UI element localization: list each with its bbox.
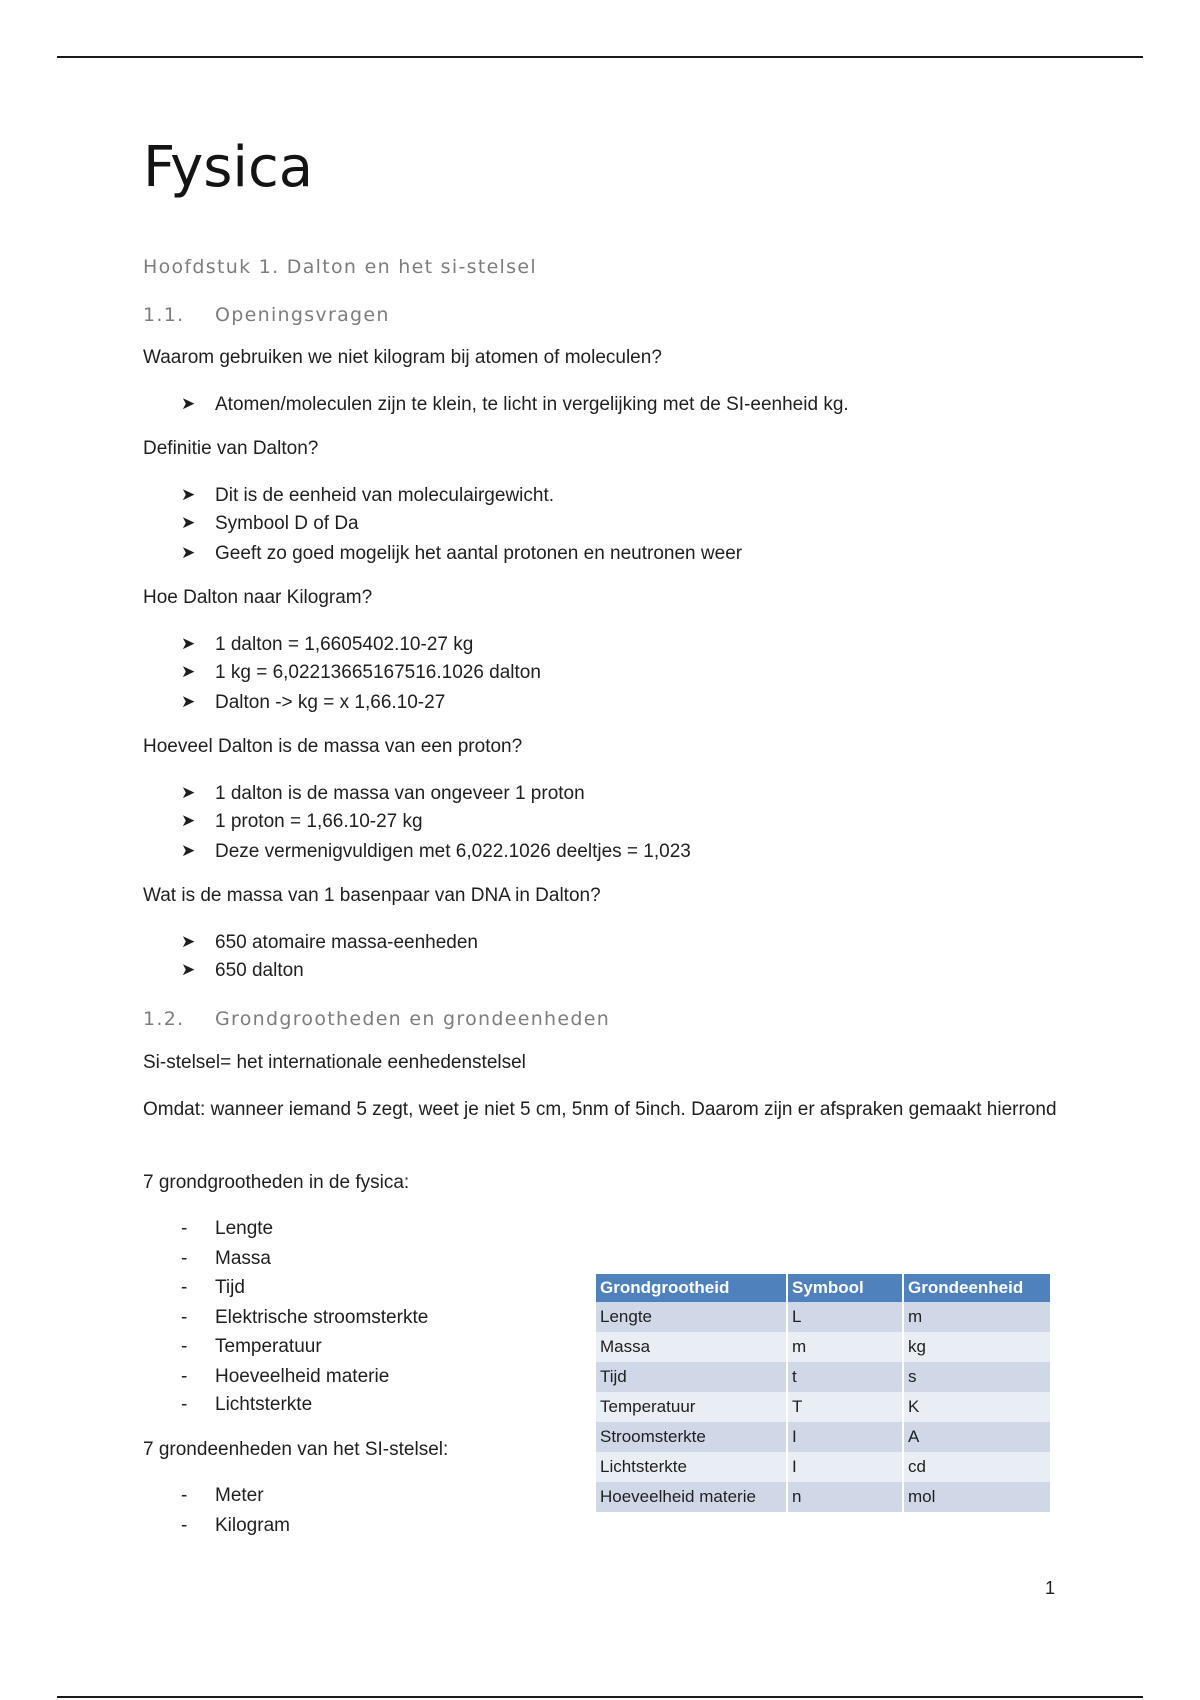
list-item: Dit is de eenheid van moleculairgewicht. [215, 485, 555, 506]
arrow-bullet-icon: ➤ [181, 783, 196, 802]
list-item: Symbool D of Da [215, 513, 359, 534]
table-cell: m [904, 1302, 1050, 1332]
table-header-cell: Grondeenheid [904, 1274, 1050, 1302]
section-number: 1.2. [143, 1008, 185, 1030]
arrow-bullet-icon: ➤ [181, 485, 196, 504]
table-cell: Stroomsterkte [596, 1422, 788, 1452]
arrow-bullet-icon: ➤ [181, 513, 196, 532]
question-1: Waarom gebruiken we niet kilogram bij atomen of moleculen? [143, 347, 662, 368]
page-number: 1 [1045, 1578, 1056, 1598]
header-rule [57, 56, 1143, 58]
list-item: Tijd [215, 1277, 245, 1298]
arrow-bullet-icon: ➤ [181, 692, 196, 711]
document-title: Fysica [143, 135, 314, 200]
list-item: Lichtsterkte [215, 1394, 313, 1415]
section-label: Grondgrootheden en grondeenheden [215, 1008, 611, 1030]
list-item: 1 kg = 6,02213665167516.1026 dalton [215, 662, 541, 683]
arrow-bullet-icon: ➤ [181, 841, 196, 860]
paragraph-grondgrootheden-intro: 7 grondgrootheden in de fysica: [143, 1172, 410, 1193]
arrow-bullet-icon: ➤ [181, 932, 196, 951]
list-item: 1 dalton is de massa van ongeveer 1 proton [215, 783, 585, 804]
table-header-cell: Grondgrootheid [596, 1274, 788, 1302]
paragraph-omdat: Omdat: wanneer iemand 5 zegt, weet je niet 5 cm, 5nm of 5inch. Daarom zijn er afspraken gemaakt hierrond [143, 1099, 1057, 1120]
table-cell: mol [904, 1482, 1050, 1512]
si-units-table [596, 1274, 1050, 1512]
list-item: Elektrische stroomsterkte [215, 1307, 429, 1328]
chapter-heading: Hoofdstuk 1. Dalton en het si-stelsel [143, 256, 537, 278]
table-row [596, 1422, 1050, 1452]
table-cell: kg [904, 1332, 1050, 1362]
table-cell: Lichtsterkte [596, 1452, 788, 1482]
dash-bullet-icon: - [181, 1218, 188, 1239]
dash-bullet-icon: - [181, 1336, 188, 1357]
table-cell: A [904, 1422, 1050, 1452]
table-cell: m [788, 1332, 904, 1362]
table-cell: Massa [596, 1332, 788, 1362]
question-3: Hoe Dalton naar Kilogram? [143, 587, 373, 608]
arrow-bullet-icon: ➤ [181, 394, 196, 413]
list-item: Hoeveelheid materie [215, 1366, 390, 1387]
table-row [596, 1332, 1050, 1362]
table-row [596, 1452, 1050, 1482]
list-item: Lengte [215, 1218, 274, 1239]
table-cell: I [788, 1422, 904, 1452]
table-cell: Hoeveelheid materie [596, 1482, 788, 1512]
list-item: 650 dalton [215, 960, 304, 981]
list-item: Geeft zo goed mogelijk het aantal protonen en neutronen weer [215, 543, 743, 564]
dash-bullet-icon: - [181, 1485, 188, 1506]
list-item: 1 proton = 1,66.10-27 kg [215, 811, 423, 832]
dash-bullet-icon: - [181, 1515, 188, 1536]
section-number: 1.1. [143, 304, 185, 326]
list-item: Meter [215, 1485, 264, 1506]
paragraph-grondeenheden-intro: 7 grondeenheden van het SI-stelsel: [143, 1439, 449, 1460]
list-item: Dalton -> kg = x 1,66.10-27 [215, 692, 446, 713]
arrow-bullet-icon: ➤ [181, 960, 196, 979]
table-header-row [596, 1274, 1050, 1302]
question-4: Hoeveel Dalton is de massa van een proton? [143, 736, 523, 757]
section-label: Openingsvragen [215, 304, 390, 326]
list-item: Kilogram [215, 1515, 290, 1536]
dash-bullet-icon: - [181, 1307, 188, 1328]
list-item: Massa [215, 1248, 271, 1269]
dash-bullet-icon: - [181, 1394, 188, 1415]
question-2: Definitie van Dalton? [143, 438, 319, 459]
table-cell: Lengte [596, 1302, 788, 1332]
table-cell: Temperatuur [596, 1392, 788, 1422]
list-item: Deze vermenigvuldigen met 6,022.1026 deeltjes = 1,023 [215, 841, 691, 862]
list-item: 1 dalton = 1,6605402.10-27 kg [215, 634, 474, 655]
arrow-bullet-icon: ➤ [181, 634, 196, 653]
table-cell: cd [904, 1452, 1050, 1482]
arrow-bullet-icon: ➤ [181, 543, 196, 562]
section-heading-1-1 [143, 304, 390, 326]
footer-rule [57, 1696, 1143, 1698]
list-item: Atomen/moleculen zijn te klein, te licht in vergelijking met de SI-eenheid kg. [215, 394, 849, 415]
table-cell: n [788, 1482, 904, 1512]
table-row [596, 1362, 1050, 1392]
table-row [596, 1482, 1050, 1512]
paragraph-si-stelsel: Si-stelsel= het internationale eenhedenstelsel [143, 1052, 526, 1073]
table-cell: L [788, 1302, 904, 1332]
table-row [596, 1392, 1050, 1422]
table-cell: T [788, 1392, 904, 1422]
list-item: 650 atomaire massa-eenheden [215, 932, 479, 953]
table-cell: Tijd [596, 1362, 788, 1392]
table-cell: t [788, 1362, 904, 1392]
section-heading-1-2 [143, 1008, 611, 1030]
list-item: Temperatuur [215, 1336, 322, 1357]
table-header-cell: Symbool [788, 1274, 904, 1302]
arrow-bullet-icon: ➤ [181, 811, 196, 830]
arrow-bullet-icon: ➤ [181, 662, 196, 681]
table-cell: s [904, 1362, 1050, 1392]
dash-bullet-icon: - [181, 1366, 188, 1387]
question-5: Wat is de massa van 1 basenpaar van DNA in Dalton? [143, 885, 601, 906]
dash-bullet-icon: - [181, 1248, 188, 1269]
table-cell: K [904, 1392, 1050, 1422]
table-cell: I [788, 1452, 904, 1482]
dash-bullet-icon: - [181, 1277, 188, 1298]
table-row [596, 1302, 1050, 1332]
